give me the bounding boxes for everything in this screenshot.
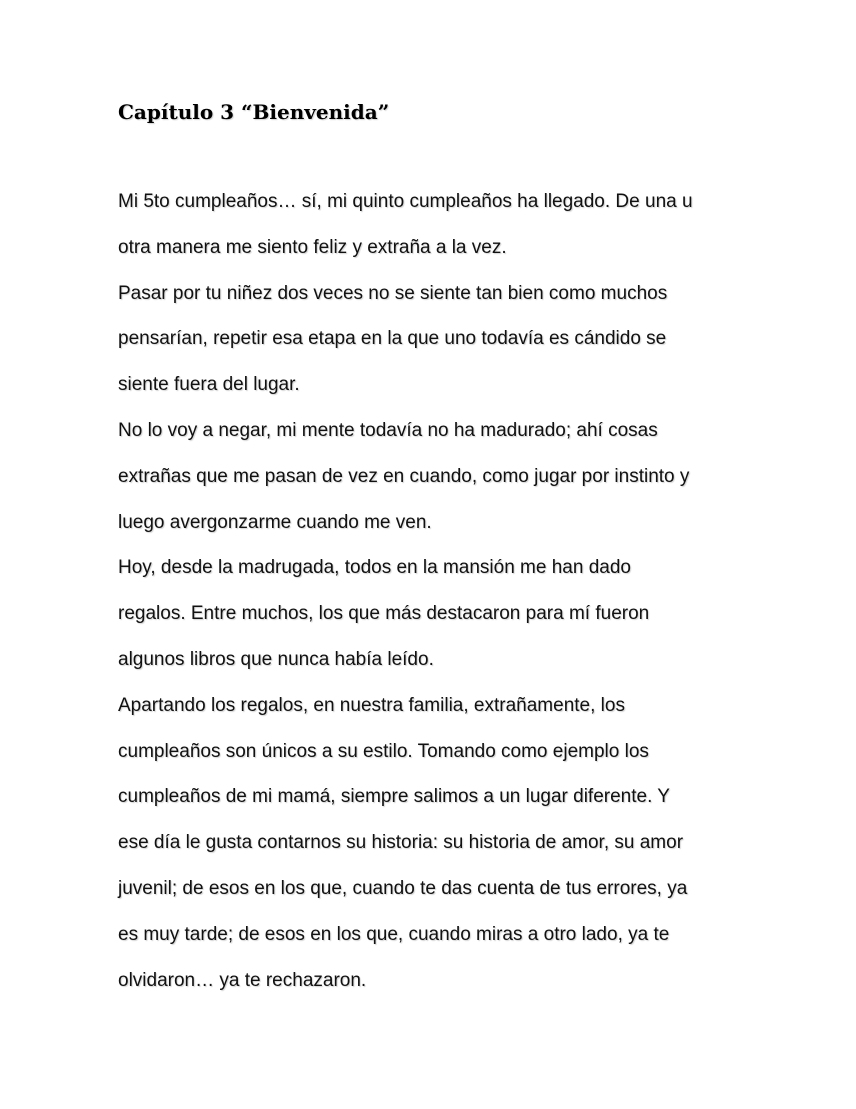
text-line: extrañas que me pasan de vez en cuando, como jugar por instinto y xyxy=(118,465,690,487)
text-line: cumpleaños de mi mamá, siempre salimos a un lugar diferente. Y xyxy=(118,786,670,808)
text-line: Mi 5to cumpleaños… sí, mi quinto cumpleaños ha llegado. De una u xyxy=(118,191,693,212)
text-line: pensarían, repetir esa etapa en la que uno todavía es cándido se xyxy=(118,328,667,350)
text-line: algunos libros que nunca había leído. xyxy=(118,648,434,670)
text-line: juvenil; de esos en los que, cuando te das cuenta de tus errores, ya xyxy=(118,877,688,899)
text-line: es muy tarde; de esos en los que, cuando miras a otro lado, ya te xyxy=(118,923,670,945)
chapter-title: Capítulo 3 “Bienvenida” xyxy=(118,100,390,124)
text-line: Apartando los regalos, en nuestra familia, extrañamente, los xyxy=(118,694,625,716)
text-line: Hoy, desde la madrugada, todos en la mansión me han dado xyxy=(118,557,631,579)
text-line: olvidaron… ya te rechazaron. xyxy=(118,969,367,991)
text-line: ese día le gusta contarnos su historia: su historia de amor, su amor xyxy=(118,832,684,854)
text-line: No lo voy a negar, mi mente todavía no ha madurado; ahí cosas xyxy=(118,419,658,441)
text-line: siente fuera del lugar. xyxy=(118,374,300,396)
text-line: Pasar por tu niñez dos veces no se siente tan bien como muchos xyxy=(118,282,668,304)
text-line: otra manera me siento feliz y extraña a la vez. xyxy=(118,236,507,258)
text-line: regalos. Entre muchos, los que más destacaron para mí fueron xyxy=(118,603,650,625)
text-line: luego avergonzarme cuando me ven. xyxy=(118,511,432,533)
chapter-body xyxy=(118,179,758,1003)
text-line: cumpleaños son únicos a su estilo. Tomando como ejemplo los xyxy=(118,740,649,762)
